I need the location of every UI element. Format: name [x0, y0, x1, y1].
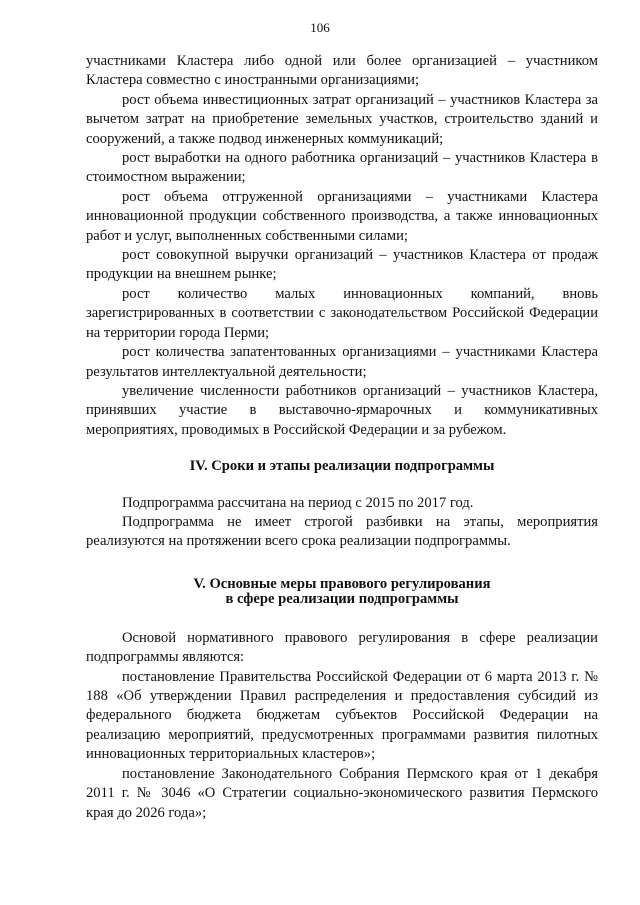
- section-heading-line: V. Основные меры правового регулирования: [193, 575, 491, 592]
- paragraph: рост совокупной выручки организаций – участников Кластера от продаж продукции на внешнем рынке;: [86, 247, 598, 283]
- section-spacer: [86, 552, 598, 577]
- paragraph: Подпрограмма не имеет строгой разбивки на этапы, мероприятия реализуются на протяжении всего срока реализации подпрограммы.: [86, 514, 598, 550]
- paragraph: рост выработки на одного работника организаций – участников Кластера в стоимостном выражении;: [86, 150, 598, 186]
- page-content: [86, 52, 598, 823]
- paragraph: постановление Законодательного Собрания Пермского края от 1 декабря 2011 г. № 3046 «О Стратегии социально-экономического развития Пермского края до 2026 года»;: [86, 765, 598, 821]
- section-heading: [86, 577, 598, 608]
- section-heading-line: в сфере реализации подпрограммы: [225, 591, 459, 608]
- paragraph: участниками Кластера либо одной или более организацией – участником Кластера совместно с иностранными организациями;: [86, 53, 598, 89]
- paragraph: постановление Правительства Российской Федерации от 6 марта 2013 г. № 188 «Об утверждении Правил распределения и предоставления субсидий из федерального бюджета бюджетам субъектов Российской Федерации на реализацию мероприятий, предусмотренных программами развития пилотных инновационных территориальных кластеров»;: [86, 668, 598, 763]
- section-heading: IV. Сроки и этапы реализации подпрограммы: [189, 458, 495, 475]
- paragraph: рост количества запатентованных организациями – участниками Кластера результатов интеллектуальной деятельности;: [86, 344, 598, 380]
- paragraph: Подпрограмма рассчитана на период с 2015 по 2017 год.: [122, 494, 474, 511]
- paragraph: рост объема отгруженной организациями – участниками Кластера инновационной продукции собственного производства, а также инновационных работ и услуг, выполненных собственными силами;: [86, 188, 598, 244]
- paragraph: увеличение численности работников организаций – участников Кластера, принявших участие в выставочно-ярмарочных и коммуникативных мероприятиях, проводимых в Российской Федерации и за рубежом.: [86, 382, 598, 438]
- paragraph: Основой нормативного правового регулирования в сфере реализации подпрограммы являются:: [86, 629, 598, 666]
- paragraph: рост количество малых инновационных компаний, вновь зарегистрированных в соответствии с законодательством Российской Федерации на территории города Перми;: [86, 285, 598, 341]
- paragraph: рост объема инвестиционных затрат организаций – участников Кластера за вычетом затрат на приобретение земельных участков, строительство зданий и сооружений, а также подвод инженерных коммуникаций;: [86, 91, 598, 147]
- page-number: 106: [310, 20, 330, 35]
